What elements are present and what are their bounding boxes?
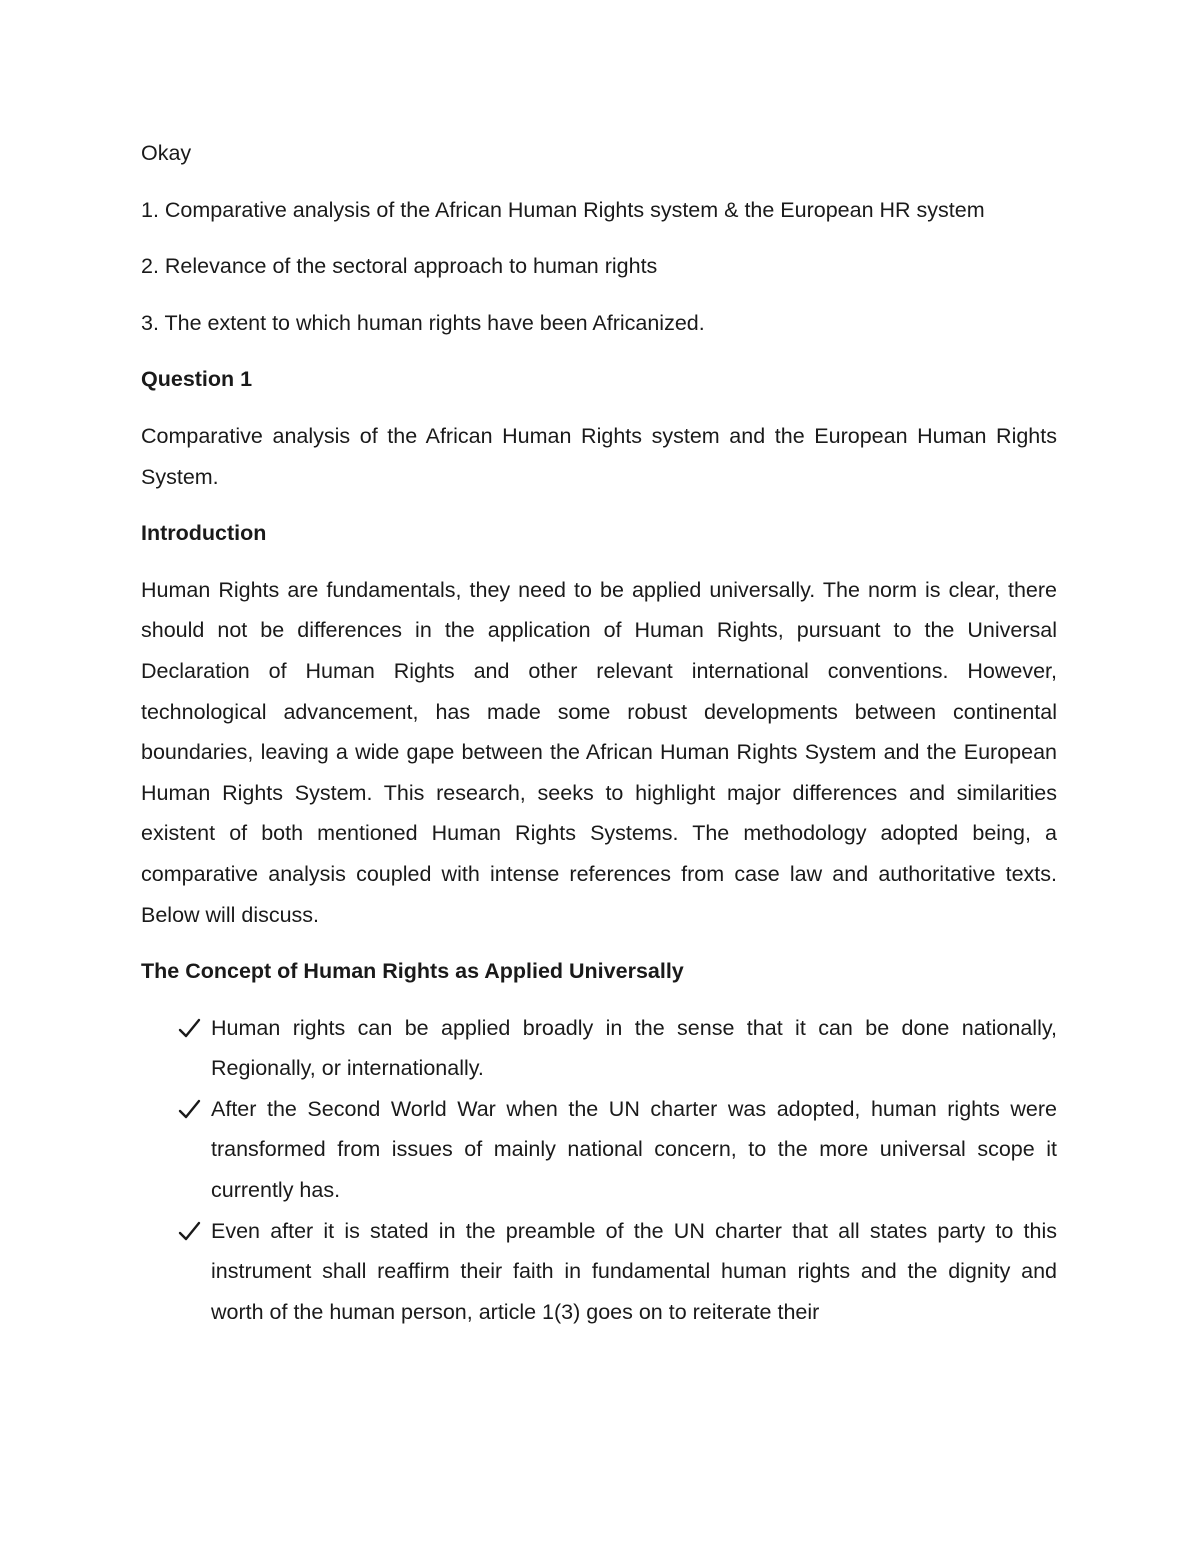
introduction-paragraph: Human Rights are fundamentals, they need to be applied universally. The norm is clear, there should not be differences in the application of Human Rights, pursuant to the Universal Declaration of Human Rights and other relevant international conventions. However, technological advancement, has made some robust developments between continental boundaries, leaving a wide gape between the African Human Rights System and the European Human Rights System. This research, seeks to highlight major differences and similarities existent of both mentioned Human Rights Systems. The methodology adopted being, a comparative analysis coupled with intense references from case law and authoritative texts. Below will discuss. [141, 577, 1057, 927]
introduction-heading: Introduction [141, 521, 267, 546]
outline-item-3: 3. The extent to which human rights have been Africanized. [141, 310, 705, 335]
opening-text: Okay [141, 141, 192, 165]
concept-checklist [141, 1008, 1057, 1333]
list-item [141, 1008, 1057, 1089]
check-icon [177, 1008, 203, 1048]
concept-heading: The Concept of Human Rights as Applied Universally [141, 959, 684, 984]
document-page [141, 133, 1057, 1332]
list-item [141, 1089, 1057, 1211]
list-item-text: Even after it is stated in the preamble of the UN charter that all states party to this instrument shall reaffirm their faith in fundamental human rights and the dignity and worth of the human person, article 1(3) goes on to reiterate their [211, 1218, 1057, 1324]
list-item [141, 1211, 1057, 1333]
outline-item-2: 2. Relevance of the sectoral approach to human rights [141, 254, 658, 279]
question-heading: Question 1 [141, 367, 253, 392]
question-text: Comparative analysis of the African Human Rights system and the European Human Rights System. [141, 423, 1057, 489]
check-icon [177, 1089, 203, 1129]
list-item-text: After the Second World War when the UN charter was adopted, human rights were transformed from issues of mainly national concern, to the more universal scope it currently has. [211, 1096, 1057, 1203]
check-icon [177, 1211, 203, 1251]
list-item-text: Human rights can be applied broadly in the sense that it can be done nationally, Regionally, or internationally. [211, 1015, 1057, 1081]
outline-item-1: 1. Comparative analysis of the African Human Rights system & the European HR system [141, 197, 985, 222]
